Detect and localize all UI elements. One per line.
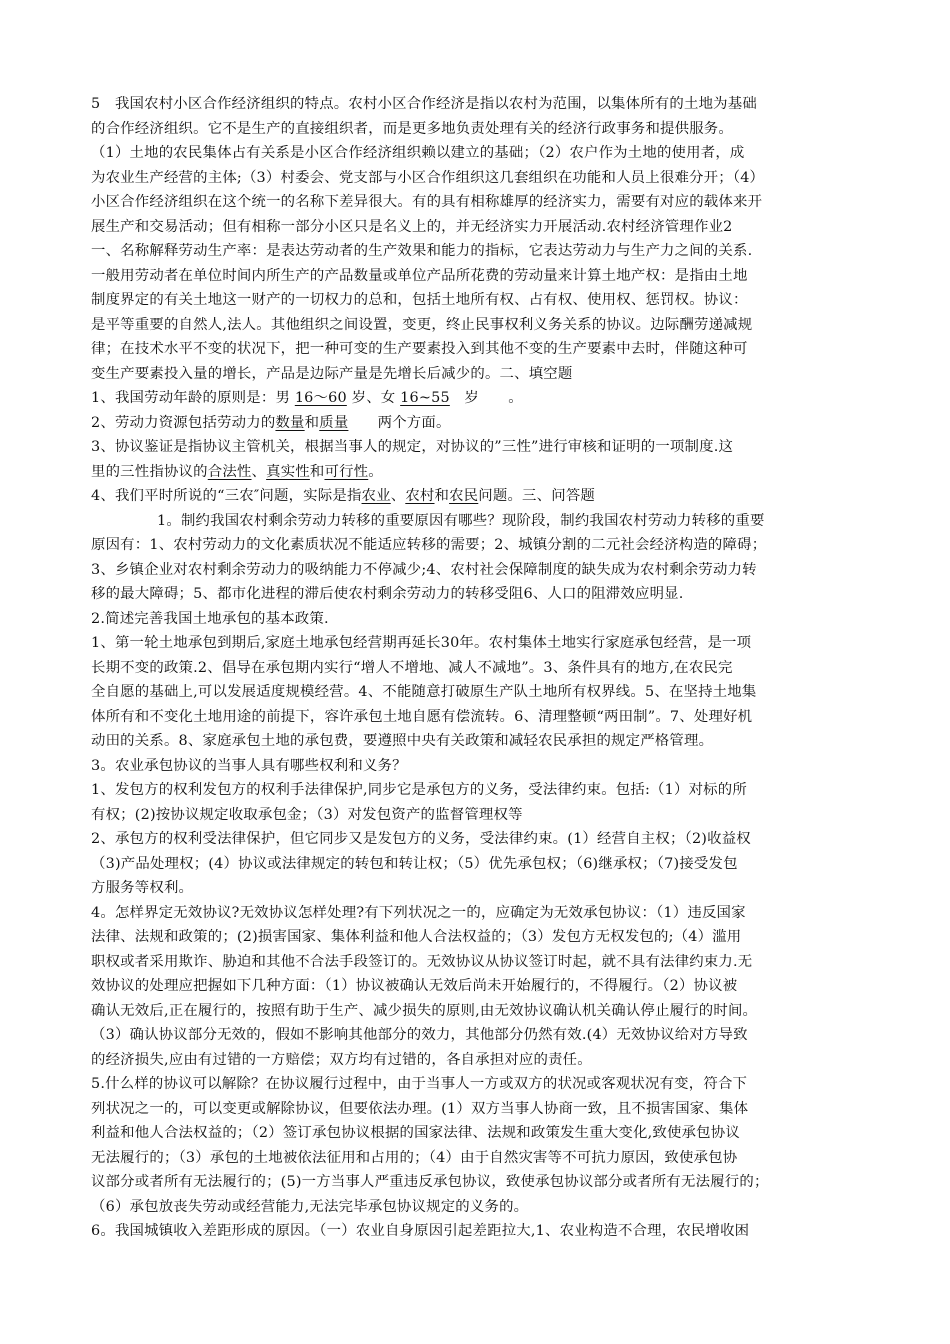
- text-line: 制度界定的有关土地这一财产的一切权力的总和，包括土地所有权、占有权、使用权、惩罚权。协议：: [91, 292, 748, 308]
- text-line: 2.简述完善我国土地承包的基本政策.: [91, 610, 329, 627]
- text-line: 1。制约我国农村剩余劳动力转移的重要原因有哪些？现阶段，制约我国农村劳动力转移的重要: [157, 512, 765, 529]
- fill-text: 4、我们平时所说的“三农″问题，实际是指: [91, 488, 362, 504]
- text-line: 的合作经济组织。它不是生产的直接组织者，而是更多地负责处理有关的经济行政事务和提供服务。: [91, 120, 733, 137]
- fill-text: 、: [251, 463, 267, 480]
- text-line: 全自愿的基础上,可以发展适度规模经营。4、不能随意打破原生产队土地所有权界线。5、在坚持土地集: [91, 684, 757, 700]
- text-line: 动田的关系。8、家庭承包土地的承包费，要遵照中央有关政策和减轻农民承担的规定严格管理。: [91, 733, 714, 749]
- text-line: 2、承包方的权利受法律保护，但它同步又是发包方的义务，受法律约束。(1）经营自主权；（2)收益权: [91, 831, 751, 847]
- text-line: 1、发包方的权利发包方的权利手法律保护,同步它是承包方的义务，受法律约束。包括:（1）对标的所: [91, 782, 747, 798]
- fill-answer: 16~55: [400, 390, 450, 406]
- fill-answer: 可行性: [324, 463, 369, 480]
- text-line: 利益和他人合法权益的；（2）签订承包协议根据的国家法律、法规和政策发生重大变化,致使承包协议: [91, 1125, 740, 1141]
- text-line: 5 我国农村小区合作经济组织的特点。农村小区合作经济是指以农村为范围，以集体所有的土地为基础: [91, 96, 757, 112]
- fill-answer: 农村: [405, 488, 435, 504]
- text-line: 移的最大障碍；5、都市化进程的滞后使农村剩余劳动力的转移受阻6、人口的阻滞效应明显.: [91, 586, 684, 602]
- fill-text: 2、劳动力资源包括劳动力的: [91, 414, 276, 431]
- text-line: 的经济损失,应由有过错的一方赔偿；双方均有过错的，各自承担对应的责任。: [91, 1051, 592, 1068]
- fill-blank-3: [91, 460, 861, 485]
- text-line: 效协议的处理应把握如下几种方面：（1）协议被确认无效后尚未开始履行的，不得履行。（2）协议被: [91, 978, 738, 994]
- fill-answer: 农业: [361, 488, 391, 504]
- text-line: （1）土地的农民集体占有关系是小区合作经济组织赖以建立的基础；（2）农户作为土地的使用者，成: [91, 145, 745, 161]
- text-line: 4。怎样界定无效协议?无效协议怎样处理?有下列状况之一的，应确定为无效承包协议：（1）违反国家: [91, 904, 746, 921]
- fill-blank-2: [91, 411, 861, 436]
- fill-text: 里的三性指协议的: [91, 463, 208, 480]
- fill-blank-1: [91, 386, 861, 411]
- fill-answer: 16～60: [294, 390, 347, 406]
- fill-text: 、: [390, 488, 406, 504]
- text-line: 一般用劳动者在单位时间内所生产的产品数量或单位产品所花费的劳动量来计算土地产权：是指由土地: [91, 267, 748, 284]
- text-line: 6。我国城镇收入差距形成的原因。（一）农业自身原因引起差距拉大,1、农业构造不合理，农民增收困: [91, 1223, 750, 1239]
- fill-answer: 农民: [449, 488, 479, 504]
- fill-text: 。: [368, 463, 383, 480]
- text-line: 方服务等权利。: [91, 880, 194, 896]
- fill-text: 和: [304, 414, 320, 431]
- text-line: 律；在技术水平不变的状况下，把一种可变的生产要素投入到其他不变的生产要素中去时，伴随这种可: [91, 341, 748, 357]
- text-line: 展生产和交易活动；但有相称一部分小区只是名义上的，并无经济实力开展活动.农村经济管理作业2: [91, 218, 733, 235]
- text-line: 原因有：1、农村劳动力的文化素质状况不能适应转移的需要；2、城镇分割的二元社会经济构造的障碍；: [91, 537, 767, 553]
- text-line: 有权；(2)按协议规定收取承包金；（3）对发包资产的监督管理权等: [91, 806, 523, 823]
- text-line: 1、第一轮土地承包到期后,家庭土地承包经营期再延长30年。农村集体土地实行家庭承包经营，是一项: [91, 635, 752, 651]
- fill-answer: 真实性: [266, 463, 310, 480]
- text-line: 议部分或者所有无法履行的；(5)一方当事人严重违反承包协议，致使承包协议部分或者所有无法履行的；: [91, 1174, 769, 1190]
- text-line: 3、协议鉴证是指协议主管机关，根据当事人的规定，对协议的”三性”进行审核和证明的一项制度.这: [91, 439, 734, 455]
- text-line: 小区合作经济组织在这个统一的名称下差异很大。有的具有相称雄厚的经济实力，需要有对应的载体来开: [91, 194, 763, 210]
- text-line: （3）确认协议部分无效的，假如不影响其他部分的效力，其他部分仍然有效.(4）无效协议给对方导致: [91, 1027, 748, 1043]
- fill-text: 和: [309, 463, 325, 480]
- text-line: 职权或者采用欺诈、胁迫和其他不合法手段签订的。无效协议从协议签订时起，就不具有法律约束力.无: [91, 953, 753, 970]
- text-line: 一、名称解释劳动生产率：是表达劳动者的生产效果和能力的指标，它表达劳动力与生产力之间的关系.: [91, 243, 753, 259]
- fill-text: 和: [434, 488, 450, 504]
- text-line: 确认无效后,正在履行的，按照有助于生产、减少损失的原则,由无效协议确认机关确认停止履行的时间。: [91, 1002, 758, 1019]
- text-line: （3)产品处理权；(4）协议或法律规定的转包和转让权；（5）优先承包权；（6)继承权；（7)接受发包: [91, 855, 738, 872]
- text-line: 法律、法规和政策的；(2)损害国家、集体利益和他人合法权益的；（3）发包方无权发包的;（4）滥用: [91, 929, 742, 945]
- text-line: 3。农业承包协议的当事人具有哪些权利和义务？: [91, 757, 407, 774]
- fill-answer: 合法性: [207, 463, 252, 480]
- fill-text: 岁、女: [346, 390, 401, 406]
- text-line: 无法履行的；（3）承包的土地被依法征用和占用的；（4）由于自然灾害等不可抗力原因，致使承包协: [91, 1149, 738, 1166]
- text-line: 列状况之一的，可以变更或解除协议，但要依法办理。(1）双方当事人协商一致，且不损害国家、集体: [91, 1100, 749, 1117]
- text-line: 体所有和不变化土地用途的前提下，容许承包土地自愿有偿流转。6、清理整顿“两田制”。7、处理好机: [91, 708, 753, 725]
- fill-answer: 数量: [275, 414, 305, 431]
- text-line: （6）承包放丧失劳动或经营能力,无法完毕承包协议规定的义务的。: [91, 1198, 529, 1215]
- fill-text: 问题。三、问答题: [478, 488, 596, 504]
- text-line: 5.什么样的协议可以解除？在协议履行过程中，由于当事人一方或双方的状况或客观状况有变，符合下: [91, 1076, 748, 1092]
- text-line: 是平等重要的自然人,法人。其他组织之间设置，变更，终止民事权利义务关系的协议。边际酬劳递减规: [91, 316, 753, 333]
- text-line: 变生产要素投入量的增长，产品是边际产量是先增长后减少的。二、填空题: [91, 365, 573, 382]
- fill-text: 岁 。: [449, 390, 523, 406]
- document-body: [91, 92, 861, 1244]
- text-line: 长期不变的政策.2、倡导在承包期内实行“增人不增地、减人不减地”。3、条件具有的地方,在农民完: [91, 659, 733, 676]
- fill-text: 两个方面。: [348, 414, 451, 431]
- text-line: 3、乡镇企业对农村剩余劳动力的吸纳能力不停减少;4、农村社会保障制度的缺失成为农村剩余劳动力转: [91, 561, 757, 578]
- fill-answer: 质量: [319, 414, 349, 431]
- text-line: 为农业生产经营的主体;（3）村委会、党支部与小区合作组织这几套组织在功能和人员上很难分开；（4）: [91, 169, 765, 186]
- fill-blank-4: [91, 484, 861, 509]
- fill-text: 1、我国劳动年龄的原则是：男: [91, 390, 295, 406]
